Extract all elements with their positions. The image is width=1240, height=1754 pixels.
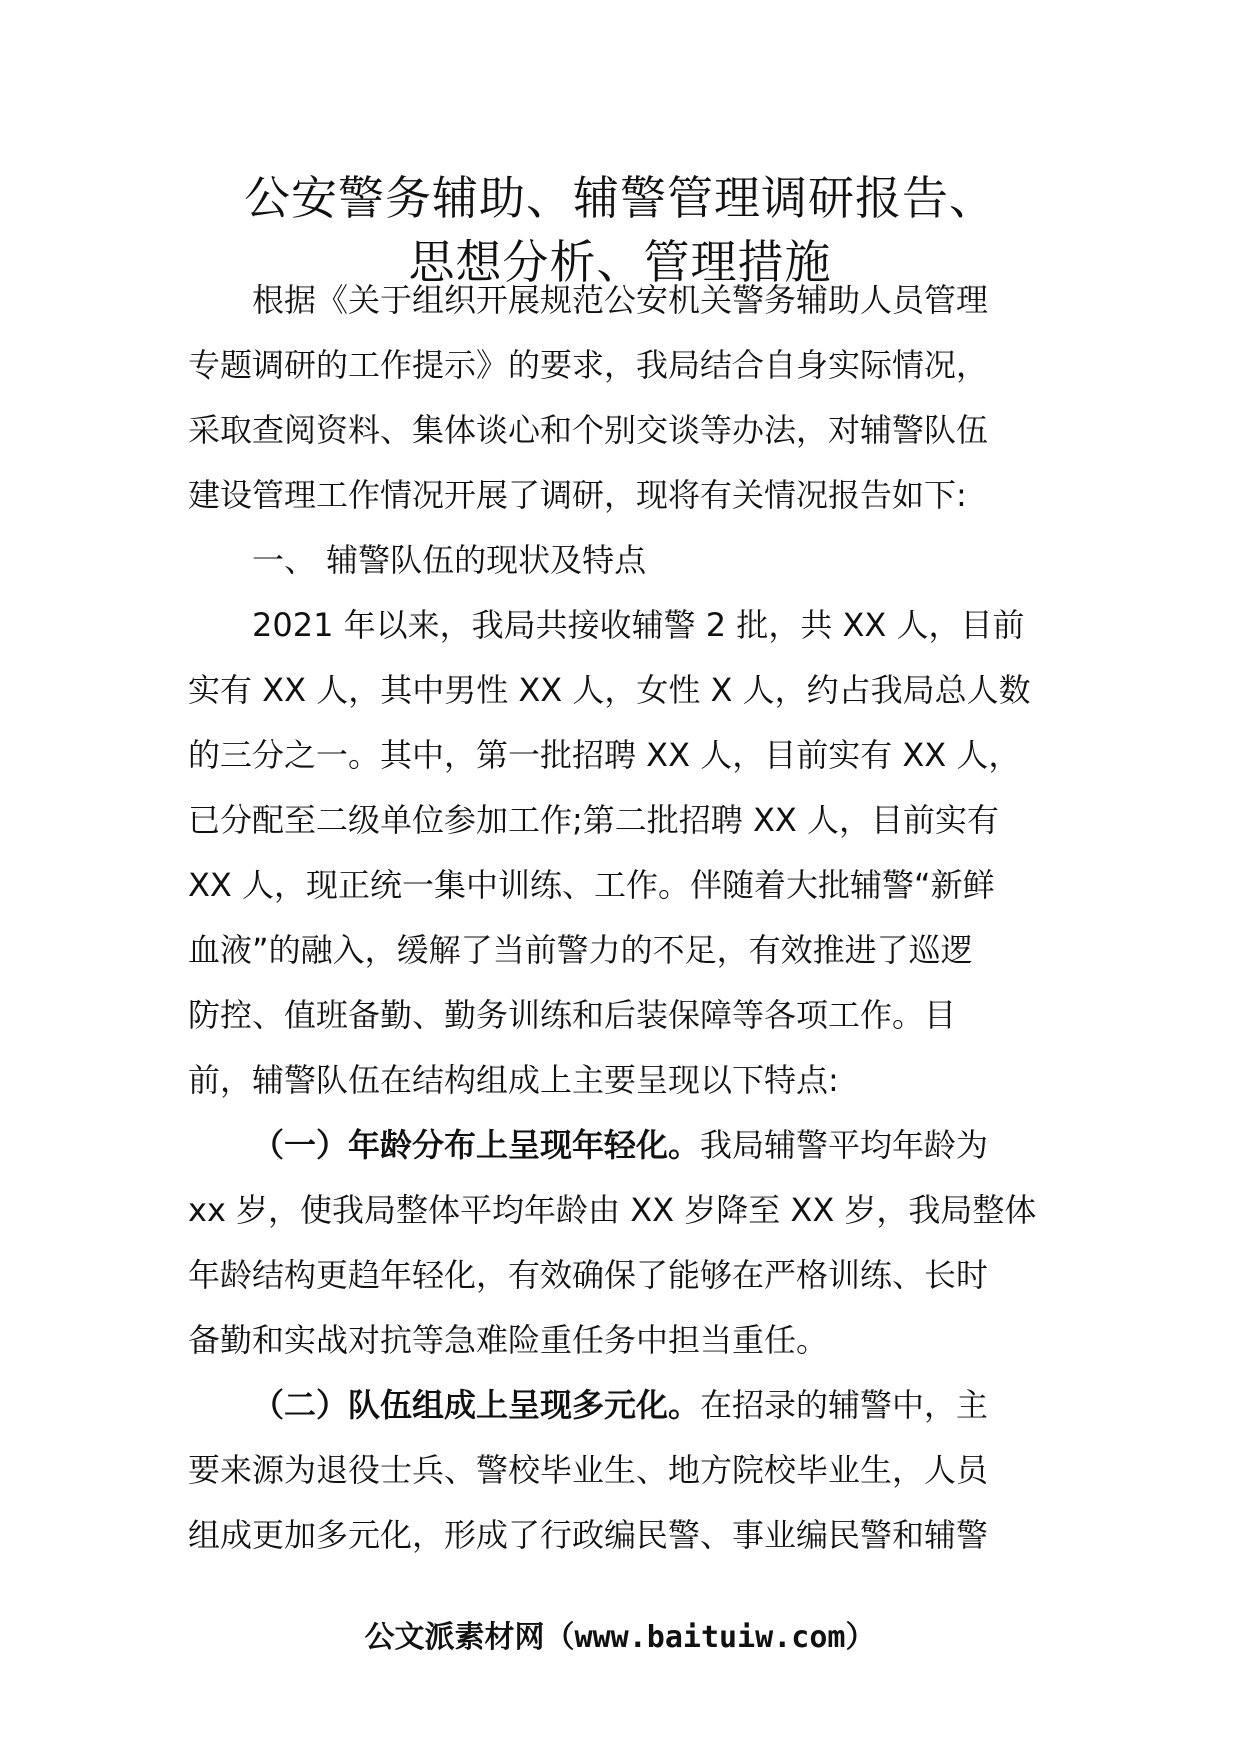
subsection-heading: （二）队伍组成上呈现多元化。	[252, 1386, 701, 1424]
document-body	[188, 268, 1056, 1568]
paragraph-line: 组成更加多元化，形成了行政编民警、事业编民警和辅警	[188, 1516, 989, 1554]
footer-site-name: 公文派素材网	[364, 1620, 545, 1655]
paragraph-line: 实有 XX 人，其中男性 XX 人，女性 X 人，约占我局总人数	[188, 671, 1031, 709]
footer-watermark	[0, 1612, 1240, 1656]
paragraph-text: 在招录的辅警中，主	[700, 1386, 989, 1424]
section-heading: 一、 辅警队伍的现状及特点	[252, 541, 647, 579]
paragraph-line: 的三分之一。其中，第一批招聘 XX 人，目前实有 XX 人，	[188, 736, 1021, 774]
subsection-first-line	[188, 1373, 1056, 1438]
paragraph-line: xx 岁，使我局整体平均年龄由 XX 岁降至 XX 岁，我局整体	[188, 1191, 1037, 1229]
paragraph-line: 已分配至二级单位参加工作;第二批招聘 XX 人，目前实有	[188, 801, 999, 839]
paragraph-line: 采取查阅资料、集体谈心和个别交谈等办法，对辅警队伍	[188, 411, 989, 449]
footer-url: （www.baituiw.com）	[544, 1620, 876, 1655]
document-title-line-1: 公安警务辅助、辅警管理调研报告、	[244, 171, 996, 225]
paragraph-line: 防控、值班备勤、勤务训练和后装保障等各项工作。目	[188, 996, 957, 1034]
paragraph-line: 建设管理工作情况开展了调研，现将有关情况报告如下:	[188, 476, 967, 514]
document-title-line-2: 思想分析、管理措施	[408, 235, 832, 289]
paragraph-line: 根据《关于组织开展规范公安机关警务辅助人员管理	[252, 281, 989, 319]
paragraph-line: XX 人，现正统一集中训练、工作。伴随着大批辅警“新鲜	[188, 866, 995, 904]
paragraph-line: 专题调研的工作提示》的要求，我局结合自身实际情况，	[188, 346, 989, 384]
paragraph-line: 2021 年以来，我局共接收辅警 2 批，共 XX 人，目前	[252, 606, 1025, 644]
paragraph-text: 我局辅警平均年龄为	[700, 1126, 989, 1164]
subsection-heading: （一）年龄分布上呈现年轻化。	[252, 1126, 701, 1164]
paragraph-line: 要来源为退役士兵、警校毕业生、地方院校毕业生，人员	[188, 1451, 989, 1489]
subsection-first-line	[188, 1113, 1056, 1178]
paragraph-line: 年龄结构更趋年轻化，有效确保了能够在严格训练、长时	[188, 1256, 989, 1294]
paragraph-line: 血液”的融入，缓解了当前警力的不足，有效推进了巡逻	[188, 931, 973, 969]
paragraph-line: 前，辅警队伍在结构组成上主要呈现以下特点:	[188, 1061, 839, 1099]
paragraph-line: 备勤和实战对抗等急难险重任务中担当重任。	[188, 1321, 829, 1359]
